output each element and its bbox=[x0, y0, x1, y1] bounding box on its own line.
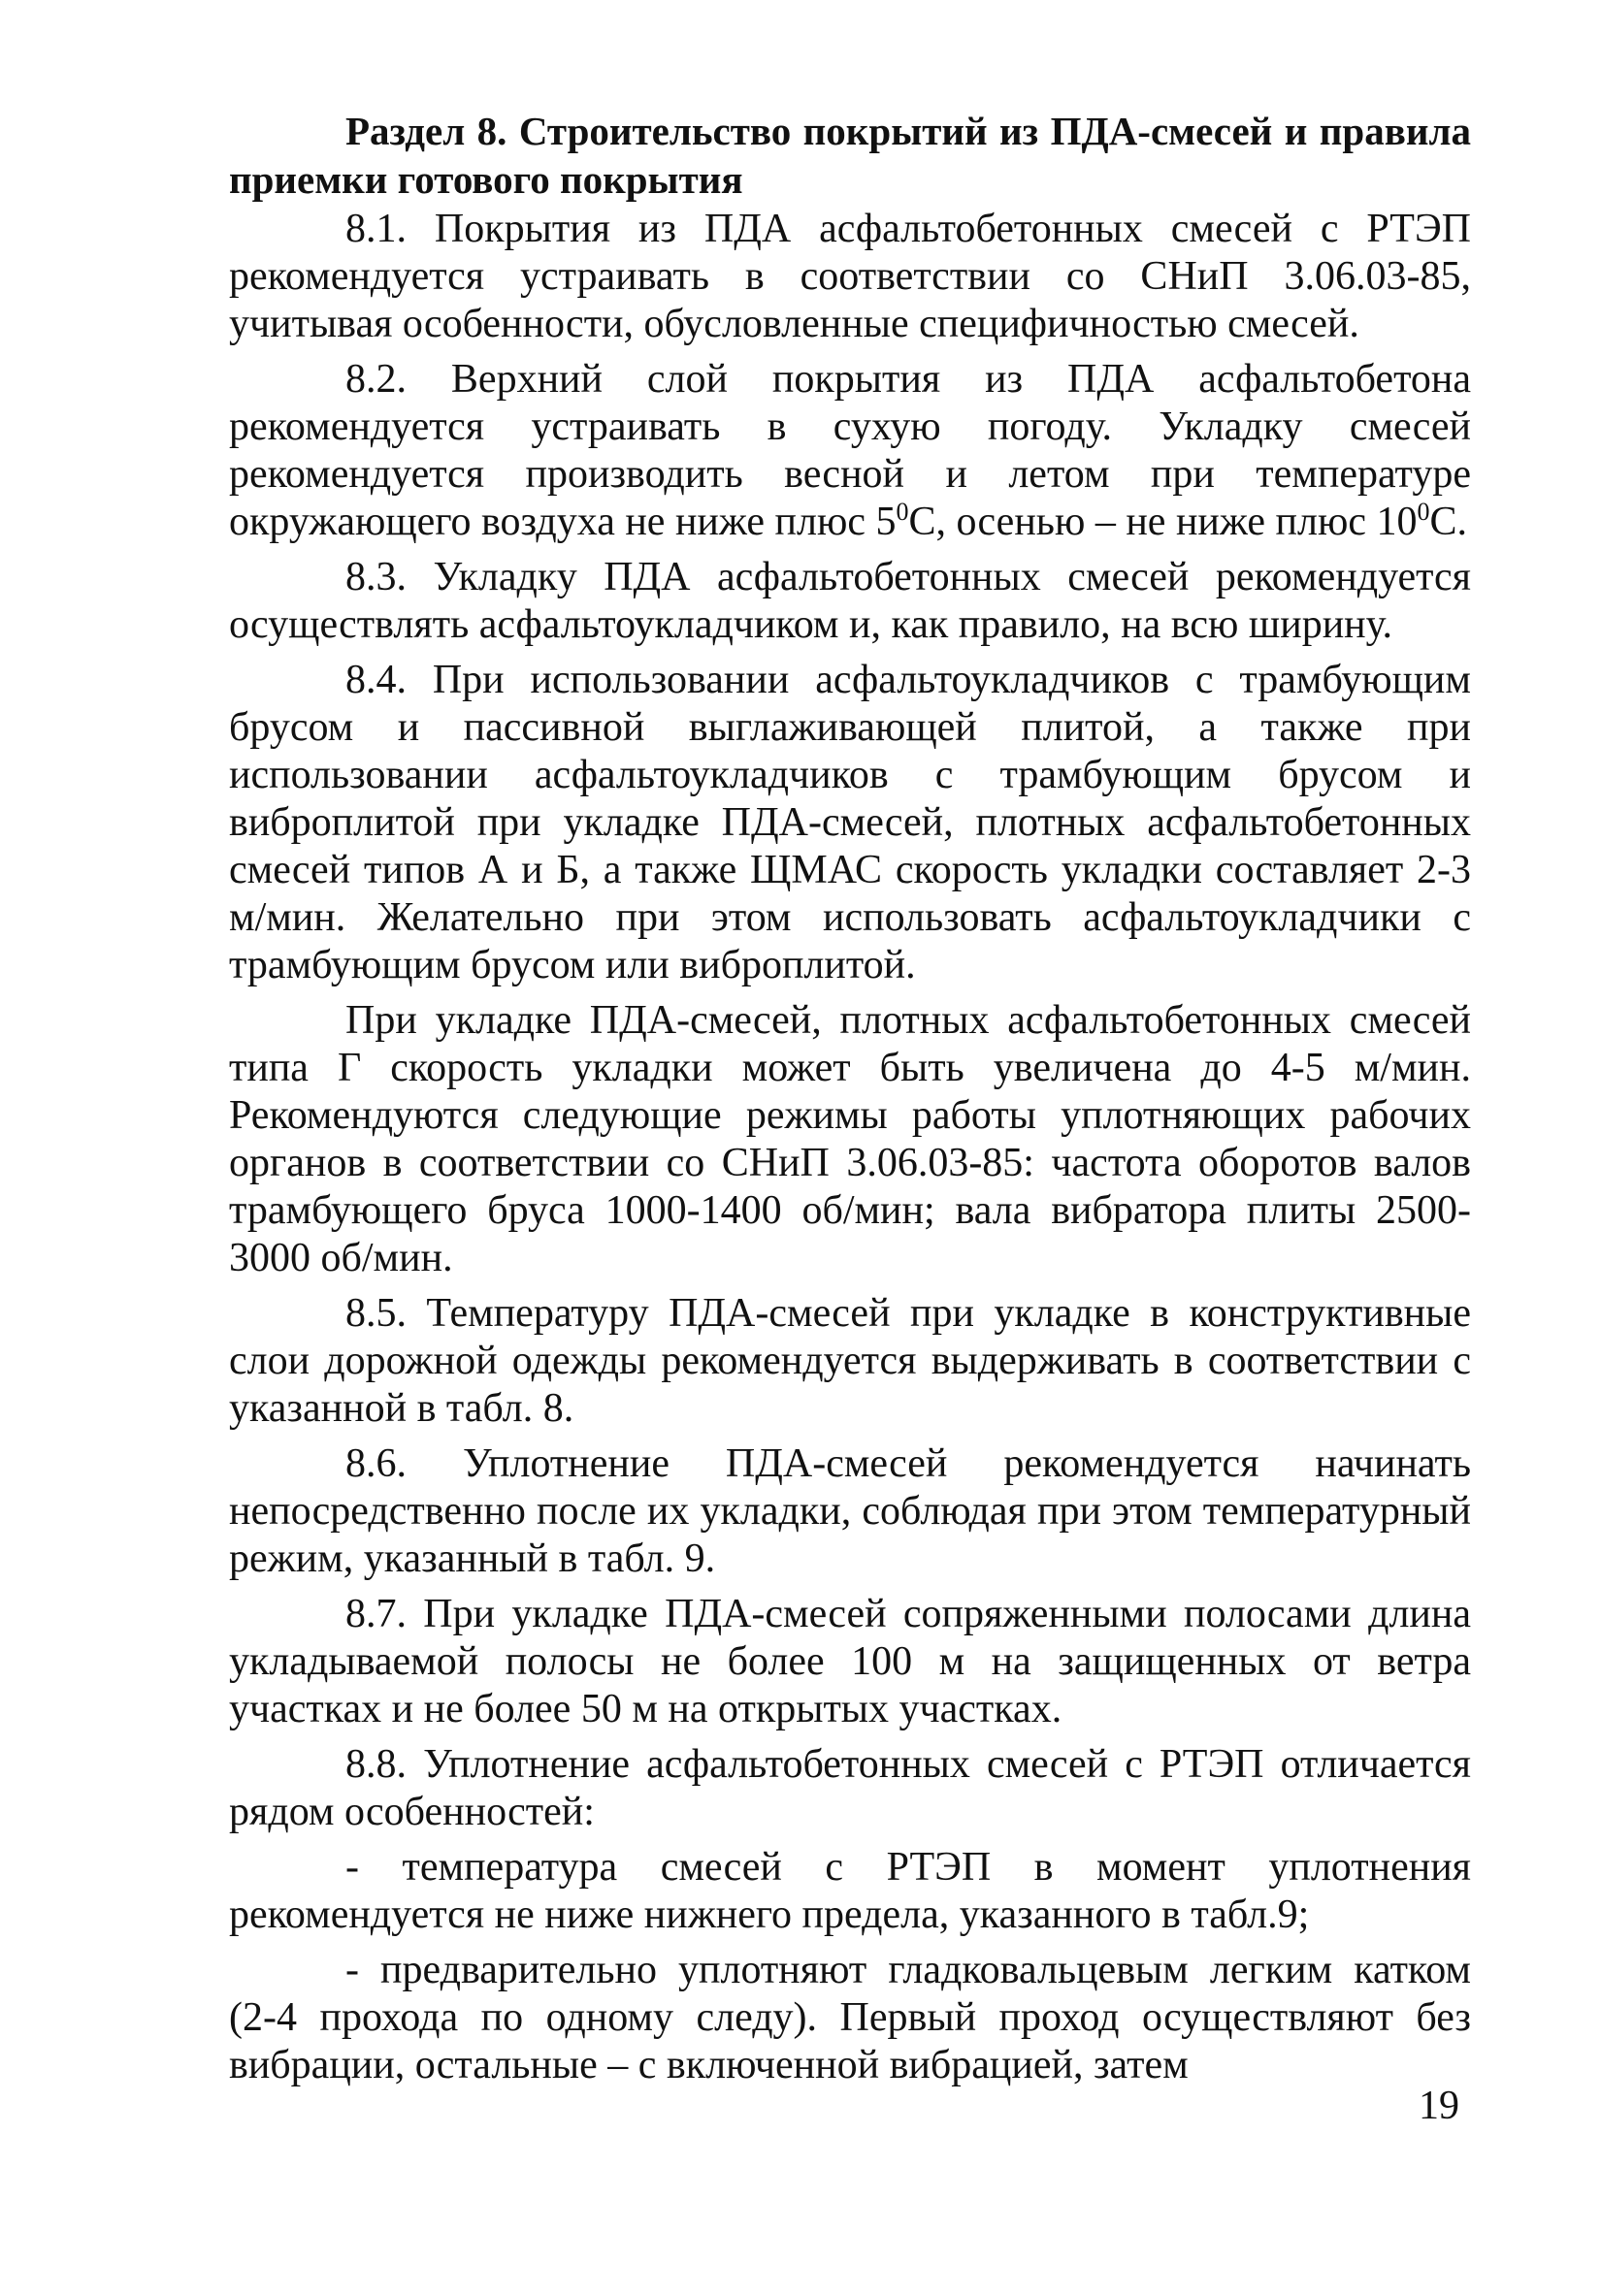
paragraph-8-1: 8.1. Покрытия из ПДА асфальтобетонных смесей с РТЭП рекомендуется устраивать в соответствии со СНиП 3.06.03-85, учитывая особенности, обусловленные специфичностью смесей. bbox=[229, 207, 1471, 346]
degree-sup-1: 0 bbox=[896, 498, 909, 526]
paragraph-8-2-text-a: 8.2. Верхний слой покрытия из ПДА асфальтобетона рекомендуется устраивать в сухую погоду. Укладку смесей рекомендуется производить весной и летом при температуре окружающего воздуха не ниже плюс 5 bbox=[229, 357, 1471, 544]
section-heading: Раздел 8. Строительство покрытий из ПДА-смесей и правила приемки готового покрытия bbox=[229, 109, 1471, 202]
list-item-precompaction: - предварительно уплотняют гладковальцевым легким катком (2-4 прохода по одному следу). Первый проход осуществляют без вибрации, остальные – с включенной вибрацией, затем bbox=[229, 1948, 1471, 2087]
page-body bbox=[229, 107, 1471, 2089]
paragraph-8-8: 8.8. Уплотнение асфальтобетонных смесей с РТЭП отличается рядом особенностей: bbox=[229, 1742, 1471, 1834]
page-number: 19 bbox=[1419, 2084, 1459, 2128]
paragraph-8-4-continued: При укладке ПДА-смесей, плотных асфальтобетонных смесей типа Г скорость укладки может быть увеличена до 4-5 м/мин. Рекомендуются следующие режимы работы уплотняющих рабочих органов в соответствии со СНиП 3.06.03-85: частота оборотов валов трамбующего бруса 1000-1400 об/мин; вала вибратора плиты 2500-3000 об/мин. bbox=[229, 998, 1471, 1280]
list-item-temperature: - температура смесей с РТЭП в момент уплотнения рекомендуется не ниже нижнего предела, указанного в табл.9; bbox=[229, 1845, 1471, 1937]
degree-sup-2: 0 bbox=[1417, 498, 1430, 526]
paragraph-8-2-text-c: С. bbox=[1429, 500, 1467, 544]
paragraph-8-4: 8.4. При использовании асфальтоукладчиков с трамбующим брусом и пассивной выглаживающей плитой, а также при использовании асфальтоукладчиков с трамбующим брусом и виброплитой при укладке ПДА-смесей, плотных асфальтобетонных смесей типов А и Б, а также ЩМАС скорость укладки составляет 2-3 м/мин. Желательно при этом использовать асфальтоукладчики с трамбующим брусом или виброплитой. bbox=[229, 658, 1471, 987]
paragraph-8-5: 8.5. Температуру ПДА-смесей при укладке в конструктивные слои дорожной одежды рекомендуется выдерживать в соответствии с указанной в табл. 8. bbox=[229, 1291, 1471, 1431]
paragraph-8-7: 8.7. При укладке ПДА-смесей сопряженными полосами длина укладываемой полосы не более 100 м на защищенных от ветра участках и не более 50 м на открытых участках. bbox=[229, 1592, 1471, 1731]
paragraph-8-3: 8.3. Укладку ПДА асфальтобетонных смесей рекомендуется осуществлять асфальтоукладчиком и, как правило, на всю ширину. bbox=[229, 555, 1471, 647]
paragraph-8-6: 8.6. Уплотнение ПДА-смесей рекомендуется начинать непосредственно после их укладки, соблюдая при этом температурный режим, указанный в табл. 9. bbox=[229, 1441, 1471, 1581]
paragraph-8-2-text-b: С, осенью – не ниже плюс 10 bbox=[908, 500, 1418, 544]
paragraph-8-2 bbox=[229, 356, 1471, 546]
